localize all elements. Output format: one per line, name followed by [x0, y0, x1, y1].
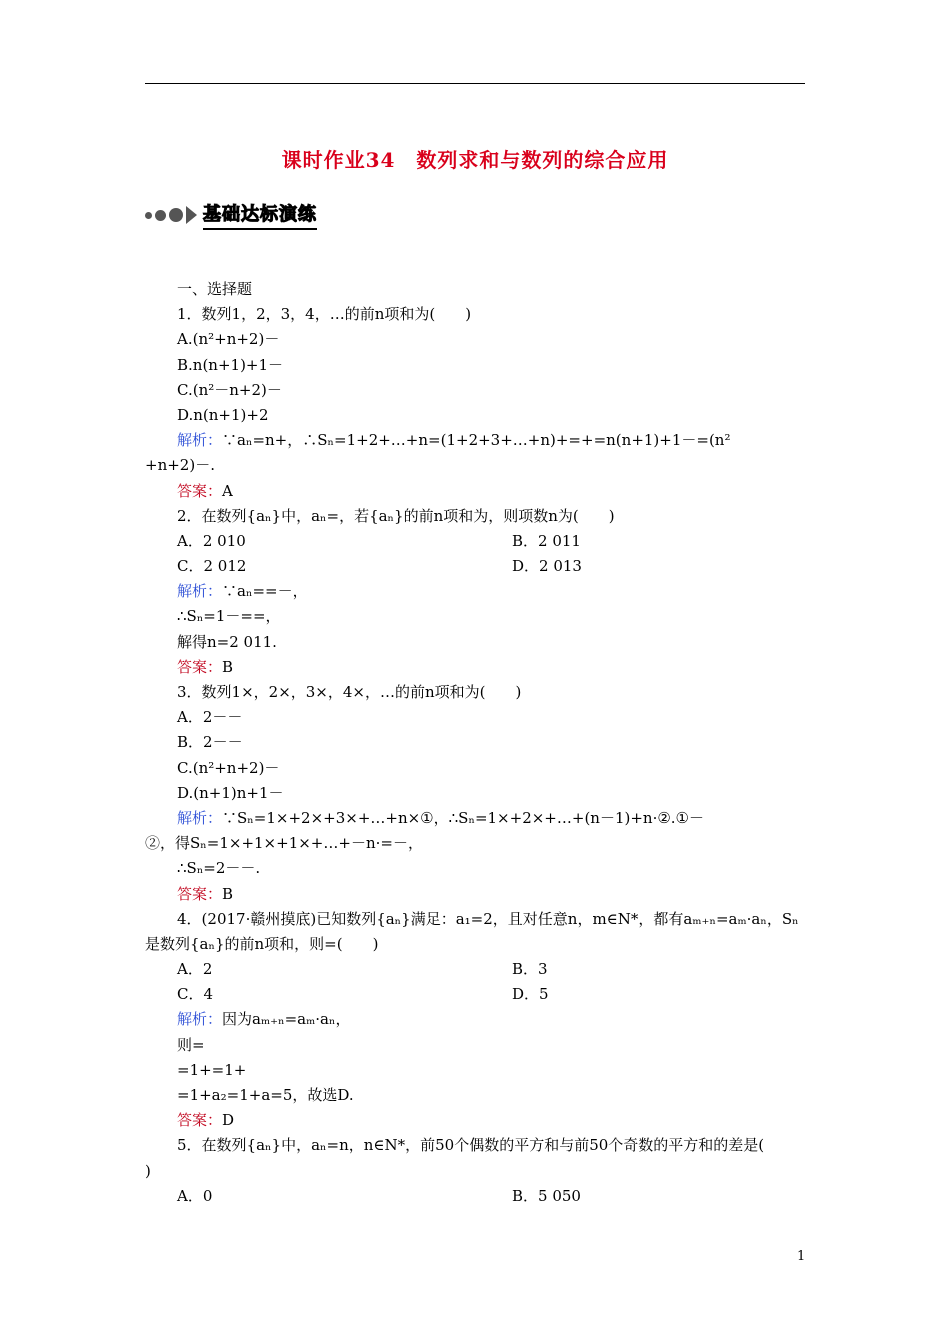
choice-option: A．2 — [177, 960, 213, 979]
text-line: 则= — [177, 1035, 205, 1054]
choice-option: B．2 011 — [512, 531, 581, 550]
choice-row — [145, 529, 809, 554]
choice-option: C．2 012 — [177, 557, 247, 576]
text-line: B.n(n+1)+1－ — [177, 355, 284, 374]
text-line: ) — [145, 1161, 151, 1180]
choice-option: C．4 — [177, 985, 214, 1004]
bullet-dot-icon — [169, 208, 183, 222]
text-line: 3．数列1×，2×，3×，4×，…的前n项和为( ) — [177, 683, 522, 701]
text-line: D.n(n+1)+2 — [177, 405, 269, 424]
answer-label: 答案： — [177, 657, 223, 676]
text-line: 1．数列1，2，3，4，…的前n项和为( ) — [177, 305, 472, 324]
text-line: A．2－－ — [177, 708, 243, 727]
line-text: B — [222, 657, 234, 676]
line-text: B — [222, 884, 234, 903]
section-banner — [145, 202, 317, 228]
text-line: D.(n+1)n+1－ — [177, 783, 284, 802]
solution-line — [145, 428, 809, 453]
solution-label: 解析： — [177, 431, 223, 450]
choice-option: A．0 — [177, 1186, 213, 1205]
text-line: 5．在数列{aₙ}中，aₙ=n，n∈N*，前50个偶数的平方和与前50个奇数的平方和的差是( — [177, 1136, 765, 1155]
solution-label: 解析： — [177, 808, 223, 827]
page-number: 1 — [797, 1249, 806, 1264]
text-line: 2．在数列{aₙ}中，aₙ=，若{aₙ}的前n项和为，则项数n为( ) — [177, 506, 615, 525]
line-text: ∵Sₙ=1×+2×+3×+…+n×①，∴Sₙ=1×+2×+…+(n－1)+n·②.①－ — [222, 808, 705, 827]
choice-option: D．5 — [512, 985, 549, 1004]
text-line: =1+a₂=1+a=5，故选D. — [177, 1086, 354, 1104]
line-text: 因为aₘ₊ₙ=aₘ·aₙ， — [222, 1010, 351, 1029]
answer-label: 答案： — [177, 481, 223, 500]
text-line: C.(n²+n+2)－ — [177, 758, 280, 777]
text-line: 4．(2017·赣州摸底)已知数列{aₙ}满足：a₁=2，且对任意n，m∈N*，都有aₘ₊ₙ=aₘ·aₙ，Sₙ — [177, 909, 799, 928]
page-title: 课时作业34 数列求和与数列的综合应用 — [281, 148, 669, 172]
choice-row — [145, 1184, 809, 1209]
arrow-right-icon — [186, 206, 197, 224]
answer-label: 答案： — [177, 884, 223, 903]
answer-line — [145, 655, 809, 680]
text-line: ∴Sₙ=2－－. — [177, 859, 261, 878]
solution-label: 解析： — [177, 1010, 223, 1029]
exercise-content — [145, 277, 809, 1209]
exercise-lines — [145, 302, 809, 1209]
choice-option: A．2 010 — [177, 531, 246, 550]
text-line: A.(n²+n+2)－ — [177, 330, 280, 349]
choice-option: B．5 050 — [512, 1186, 581, 1205]
solution-line — [145, 579, 809, 604]
choice-row — [145, 982, 809, 1007]
line-text: ∵aₙ==－， — [222, 582, 308, 601]
text-line: =1+=1+ — [177, 1060, 247, 1079]
section-banner-label: 基础达标演练 — [203, 200, 317, 230]
bullet-dot-icon — [155, 210, 166, 221]
header-rule — [145, 83, 805, 84]
solution-label: 解析： — [177, 582, 223, 601]
section-heading: 一、选择题 — [177, 280, 253, 298]
answer-line — [145, 882, 809, 907]
choice-option: D．2 013 — [512, 557, 582, 576]
text-line: B．2－－ — [177, 733, 243, 752]
choice-row — [145, 554, 809, 579]
bullet-dot-icon — [145, 212, 152, 219]
choice-row — [145, 957, 809, 982]
line-text: D — [222, 1111, 235, 1130]
text-line: C.(n²－n+2)－ — [177, 380, 282, 399]
answer-line — [145, 1108, 809, 1133]
text-line: ②，得Sₙ=1×+1×+1×+…+－n·=－， — [145, 834, 423, 853]
text-line: 是数列{aₙ}的前n项和，则=( ) — [145, 934, 379, 953]
answer-line — [145, 479, 809, 504]
solution-line — [145, 806, 809, 831]
solution-line — [145, 1007, 809, 1032]
line-text: A — [222, 481, 233, 500]
text-line: 解得n=2 011. — [177, 632, 277, 651]
text-line: ∴Sₙ=1－==， — [177, 607, 281, 626]
choice-option: B．3 — [512, 960, 548, 979]
line-text: ∵aₙ=n+，∴Sₙ=1+2+…+n=(1+2+3+…+n)+=+=n(n+1)+1－=(n² — [222, 431, 731, 450]
answer-label: 答案： — [177, 1111, 223, 1130]
text-line: +n+2)－. — [145, 456, 215, 475]
